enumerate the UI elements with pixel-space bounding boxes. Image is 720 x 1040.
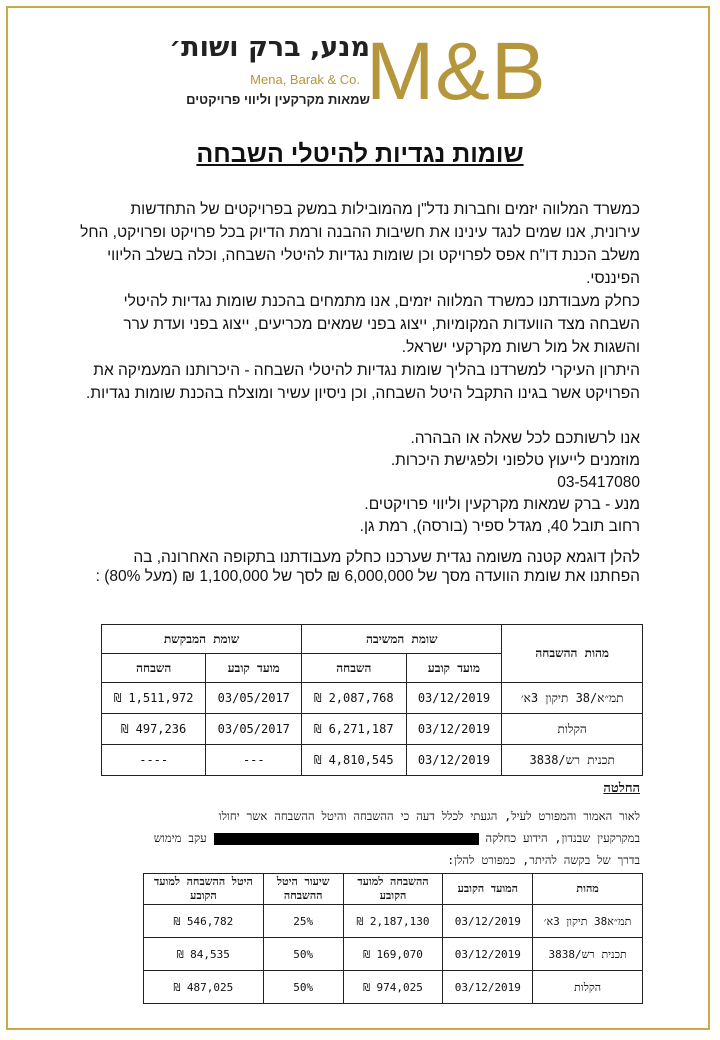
header-col-1: המועד הקובע (443, 874, 533, 905)
cell-resp-value: 2,087,768 ₪ (302, 683, 406, 714)
cell: 03/12/2019 (443, 971, 533, 1004)
cell: 03/12/2019 (443, 905, 533, 938)
paragraph-2: כחלק מעבודתנו כמשרד המלווה יזמים, אנו מתמחים בהכנת שומות נגדיות להיטלי השבחה מצד הוועדות המקומיות, ייצוג בפני שמאים מכריעים, ייצוג בפני ועדת ערר והשגות אל מול רשות מקרקעי ישראל. (123, 293, 640, 356)
redaction-bar (214, 833, 479, 845)
contact-phone: 03-5417080 (557, 474, 640, 491)
table-row (102, 683, 643, 714)
logo-letters: M&B (366, 26, 547, 117)
cell-type: הקלות (502, 714, 643, 745)
header-resp-date: מועד קובע (406, 654, 502, 683)
cell-type: תמ״א/38 תיקון 3א׳ (502, 683, 643, 714)
cell: 84,535 ₪ (144, 938, 264, 971)
cell-req-date: 03/05/2017 (206, 683, 302, 714)
cell: 50% (263, 971, 343, 1004)
header-col-0: מהות (533, 874, 643, 905)
decision-line-2a: במקרקעין שבנדון, הידוע כחלקה (485, 831, 640, 845)
cell: 50% (263, 938, 343, 971)
decision-line-1: לאור האמור והמפורט לעיל, הגעתי לכלל דעה כי ההשבחה והיטל ההשבחה אשר יחולו (218, 809, 640, 823)
table-row (102, 745, 643, 776)
contact-line-1: אנו לרשותכם לכל שאלה או הבהרה. (410, 430, 640, 447)
paragraph-3: היתרון העיקרי למשרדנו בהליך שומות נגדיות להיטלי השבחה - היכרותנו המעמיקה את הפרויקט אשר בגינו התקבל היטל השבחה, וכן ניסיון עשיר ומוצלח בהכנת שומות נגדיות. (86, 362, 640, 402)
contact-line-3: מנע - ברק שמאות מקרקעין וליווי פרויקטים. (364, 496, 640, 513)
cell-req-value: 1,511,972 ₪ (102, 683, 206, 714)
cell-req-value: ---- (102, 745, 206, 776)
logo-tagline: שמאות מקרקעין וליווי פרויקטים (186, 92, 370, 107)
cell: 03/12/2019 (443, 938, 533, 971)
cell: 169,070 ₪ (343, 938, 443, 971)
decision-line-3: בדרך של בקשה להיתר, כמפורט להלן: (447, 853, 640, 867)
cell-req-date: --- (206, 745, 302, 776)
cell: תכנית רש/3838 (533, 938, 643, 971)
paragraph-1: כמשרד המלווה יזמים וחברות נדל"ן מהמובילות במשק בפרויקטים של התחדשות עירונית, אנו שמים לנגד עינינו את חשיבות ההבנה ורמת הדיוק בכל פרויקט ופרויקט, החל משלב הכנת דו"ח אפס לפרויקט וכן שומות נגדיות להיטלי השבחה, וכלה בשלב הליווי הפיננסי. (80, 201, 640, 287)
cell-resp-value: 4,810,545 ₪ (302, 745, 406, 776)
cell-req-value: 497,236 ₪ (102, 714, 206, 745)
table-row (144, 905, 643, 938)
cell-resp-date: 03/12/2019 (406, 714, 502, 745)
header-resp-value: השבחה (302, 654, 406, 683)
decision-line-2 (20, 827, 640, 849)
company-logo (169, 26, 547, 117)
decision-line-2b: עקב מימוש (153, 831, 207, 845)
cell: 25% (263, 905, 343, 938)
table-row (102, 714, 643, 745)
header-col-3: שיעור היטל ההשבחה (263, 874, 343, 905)
header-respondent: שומת המשיבה (302, 625, 502, 654)
cell-req-date: 03/05/2017 (206, 714, 302, 745)
logo-english-name: Mena, Barak & Co. (250, 72, 360, 87)
contact-block (80, 428, 640, 538)
decision-text (20, 805, 640, 871)
table-row (144, 938, 643, 971)
intro-text (80, 198, 640, 405)
table-row (144, 971, 643, 1004)
cell-resp-date: 03/12/2019 (406, 683, 502, 714)
page-title: שומות נגדיות להיטלי השבחה (196, 140, 524, 168)
cell-resp-date: 03/12/2019 (406, 745, 502, 776)
header-col-4: היטל ההשבחה למועד הקובע (144, 874, 264, 905)
contact-address: רחוב תובל 40, מגדל ספיר (בורסה), רמת גן. (359, 518, 640, 535)
comparison-table (101, 624, 643, 776)
decision-heading: החלטה (603, 781, 640, 796)
logo-hebrew-name: מנע, ברק ושות׳ (169, 32, 370, 63)
header-type: מהות ההשבחה (502, 625, 643, 683)
cell: הקלות (533, 971, 643, 1004)
header-req-date: מועד קובע (206, 654, 302, 683)
cell: 974,025 ₪ (343, 971, 443, 1004)
cell: תמ״א38 תיקון 3א׳ (533, 905, 643, 938)
contact-line-2: מוזמנים לייעוץ טלפוני ולפגישת היכרות. (390, 452, 640, 469)
cell: 2,187,130 ₪ (343, 905, 443, 938)
levy-table (143, 873, 643, 1004)
example-text: להלן דוגמא קטנה משומה נגדית שערכנו כחלק מעבודתנו בתקופה האחרונה, בה הפחתנו את שומת הוועדה מסך של 6,000,000 ₪ לסך של 1,100,000 ₪ (מעל 80%) : (95, 549, 640, 585)
header-req-value: השבחה (102, 654, 206, 683)
cell: 487,025 ₪ (144, 971, 264, 1004)
cell-type: תכנית רש/3838 (502, 745, 643, 776)
cell-resp-value: 6,271,187 ₪ (302, 714, 406, 745)
header-col-2: ההשבחה למועד הקובע (343, 874, 443, 905)
header-applicant: שומת המבקשת (102, 625, 302, 654)
cell: 546,782 ₪ (144, 905, 264, 938)
